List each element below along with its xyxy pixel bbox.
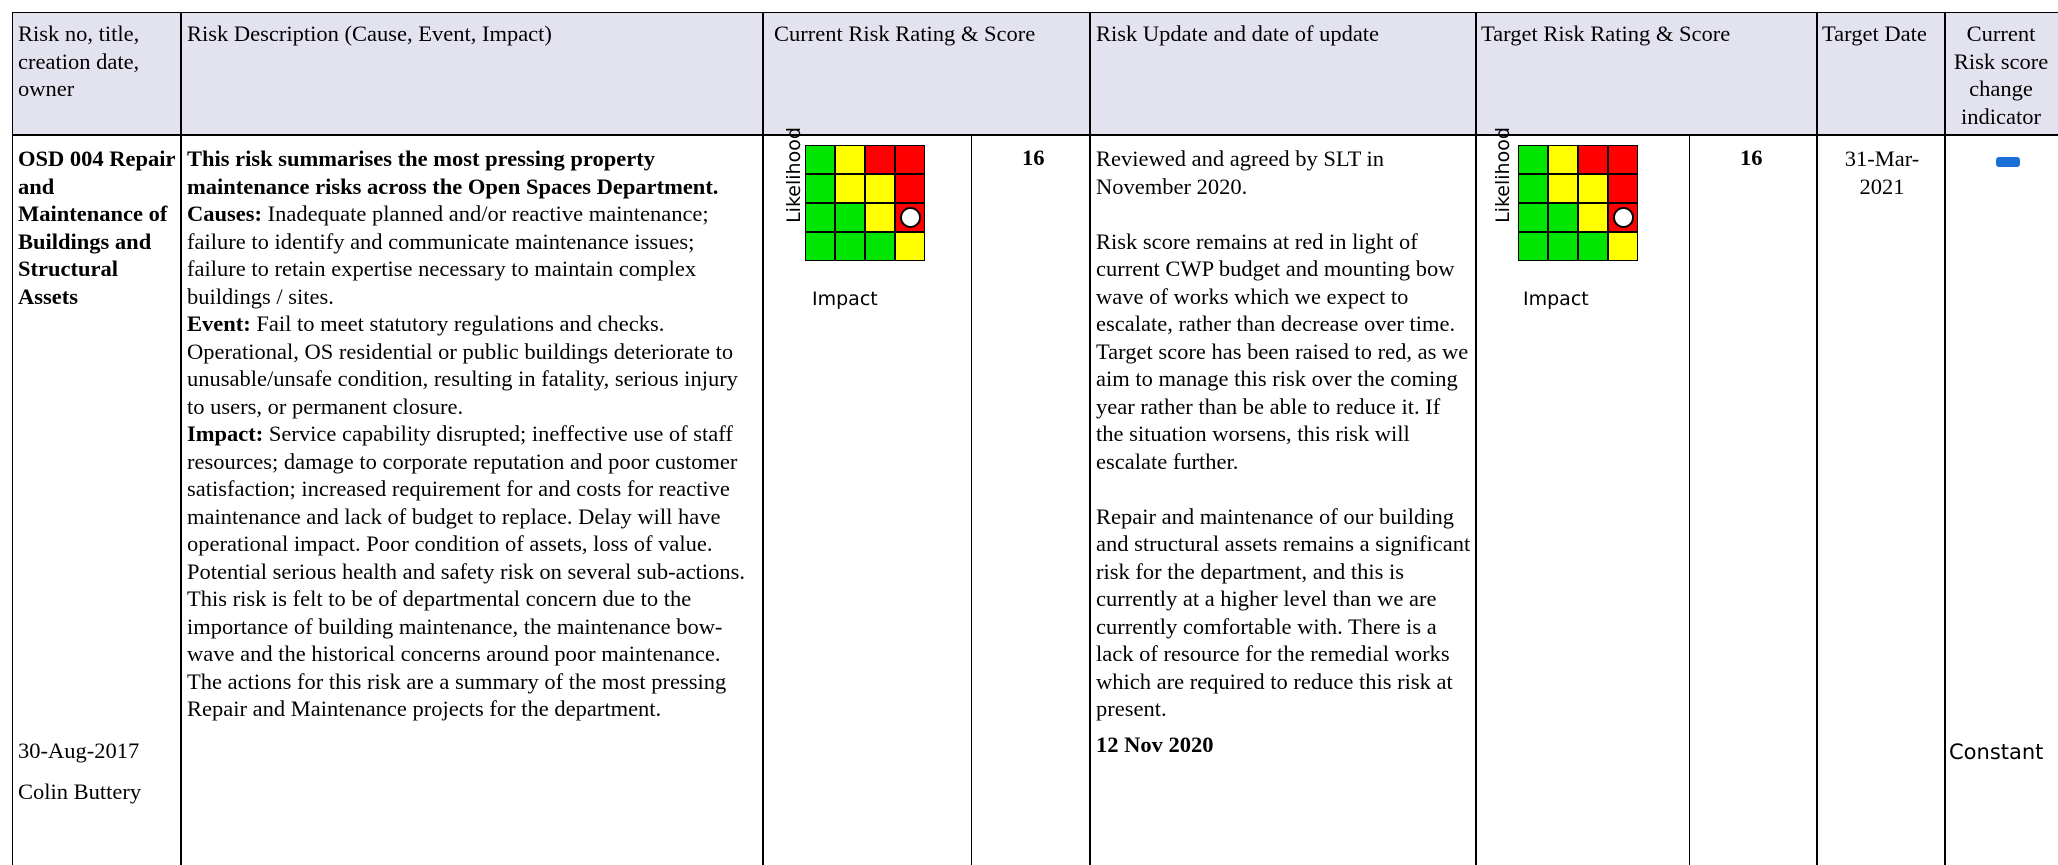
target-matrix-cell: [1548, 203, 1578, 232]
target-risk-matrix: [1518, 145, 1638, 261]
causes-text: Inadequate planned and/or reactive maintenance; failure to identify and communicate maintenance issues; failure to retain expertise necessary to maintain complex buildings / sites.: [187, 201, 709, 309]
event-label: Event:: [187, 311, 251, 336]
col-divider-score2: [1689, 136, 1690, 865]
current-risk-matrix: [805, 145, 925, 261]
current-impact-label: Impact: [812, 288, 878, 310]
current-likelihood-label: Likelihood: [783, 127, 805, 223]
current-matrix-cell: [895, 174, 925, 203]
target-matrix-cell: [1608, 232, 1638, 261]
target-risk-position-marker: [1613, 207, 1634, 228]
update-date: 12 Nov 2020: [1096, 731, 1214, 757]
description-actions: The actions for this risk are a summary of the most pressing Repair and Maintenance projects for the department.: [187, 668, 727, 721]
risk-owner: Colin Buttery: [18, 779, 142, 804]
risk-created-date: 30-Aug-2017: [18, 738, 140, 763]
table-border-top: [12, 12, 2058, 13]
target-matrix-cell: [1548, 174, 1578, 203]
table-header-divider: [12, 134, 2058, 136]
header-risk-no: Risk no, title, creation date, owner: [18, 21, 140, 101]
current-risk-position-marker: [900, 207, 921, 228]
header-risk-update: Risk Update and date of update: [1096, 21, 1380, 46]
change-indicator-label: Constant: [1949, 740, 2044, 764]
target-matrix-cell: [1578, 232, 1608, 261]
description-intro: This risk summarises the most pressing property maintenance risks across the Open Spaces Department.: [187, 146, 719, 199]
col-divider-3: [1089, 12, 1091, 865]
target-matrix-cell: [1518, 174, 1548, 203]
update-paragraph-3: Repair and maintenance of our building and structural assets remains a significant risk for the department, and this is currently at a higher level than we are currently comfortable with. There is a lack of resource for the remedial works which are required to reduce this risk at present.: [1096, 503, 1471, 721]
event-text: Fail to meet statutory regulations and checks. Operational, OS residential or public buildings deteriorate to unusable/unsafe condition, resulting in fatality, serious injury to users, or permanent closure.: [187, 311, 738, 419]
current-matrix-cell: [835, 174, 865, 203]
target-matrix-cell: [1578, 145, 1608, 174]
col-divider-4: [1475, 12, 1477, 865]
header-target-rating: Target Risk Rating & Score: [1481, 21, 1731, 46]
header-target-date: Target Date: [1822, 21, 1927, 46]
description-impact: [187, 420, 757, 585]
target-matrix-cell: [1548, 232, 1578, 261]
causes-label: Causes:: [187, 201, 263, 226]
current-matrix-cell: [835, 232, 865, 261]
target-matrix-cell: [1518, 145, 1548, 174]
risk-description: [187, 145, 757, 723]
target-risk-score: 16: [1740, 145, 1763, 170]
col-divider-6: [1944, 12, 1946, 865]
target-impact-label: Impact: [1523, 288, 1589, 310]
current-matrix-cell: [805, 145, 835, 174]
col-divider-score: [971, 136, 972, 865]
risk-update: [1096, 145, 1471, 758]
col-divider-0: [12, 12, 13, 865]
change-indicator-icon: [1996, 157, 2020, 167]
header-risk-description: Risk Description (Cause, Event, Impact): [187, 21, 552, 46]
current-matrix-cell: [865, 232, 895, 261]
current-matrix-cell: [895, 145, 925, 174]
current-matrix-cell: [805, 203, 835, 232]
current-risk-score: 16: [1022, 145, 1045, 170]
header-current-rating: Current Risk Rating & Score: [774, 21, 1036, 46]
description-causes: [187, 200, 757, 310]
current-matrix-cell: [835, 145, 865, 174]
target-matrix-cell: [1518, 232, 1548, 261]
target-matrix-cell: [1608, 145, 1638, 174]
target-likelihood-label: Likelihood: [1492, 127, 1514, 223]
current-matrix-cell: [835, 203, 865, 232]
target-matrix-cell: [1608, 174, 1638, 203]
current-matrix-cell: [865, 145, 895, 174]
current-matrix-cell: [895, 232, 925, 261]
target-matrix-cell: [1548, 145, 1578, 174]
risk-id-title: OSD 004 Repair and Maintenance of Buildings and Structural Assets: [18, 146, 176, 309]
current-matrix-cell: [865, 174, 895, 203]
current-matrix-cell: [805, 232, 835, 261]
update-paragraph-1: Reviewed and agreed by SLT in November 2020.: [1096, 146, 1385, 199]
target-matrix-cell: [1578, 203, 1608, 232]
col-divider-1: [180, 12, 182, 865]
update-paragraph-2: Risk score remains at red in light of current CWP budget and mounting bow wave of works which we expect to escalate, rather than decrease over time. Target score has been raised to red, as we aim to manage this risk over the coming year rather than be able to reduce it. If the situation worsens, this risk will escalate further.: [1096, 228, 1469, 474]
target-date: 31-Mar-2021: [1844, 146, 1920, 199]
header-change-indicator: Current Risk score change indicator: [1953, 21, 2049, 129]
description-concern: This risk is felt to be of departmental concern due to the importance of building maintenance, the maintenance bow-wave and the historical concerns around poor maintenance.: [187, 586, 723, 666]
col-divider-5: [1816, 12, 1818, 865]
col-divider-2: [762, 12, 764, 865]
target-matrix-cell: [1518, 203, 1548, 232]
current-matrix-cell: [865, 203, 895, 232]
impact-label: Impact:: [187, 421, 264, 446]
description-event: [187, 310, 757, 420]
impact-text: Service capability disrupted; ineffective use of staff resources; damage to corporate reputation and poor customer satisfaction; increased requirement for and costs for reactive maintenance and lack of budget to replace. Delay will have operational impact. Poor condition of assets, loss of value. Potential serious health and safety risk on several sub-actions.: [187, 421, 745, 584]
current-matrix-cell: [805, 174, 835, 203]
target-matrix-cell: [1578, 174, 1608, 203]
